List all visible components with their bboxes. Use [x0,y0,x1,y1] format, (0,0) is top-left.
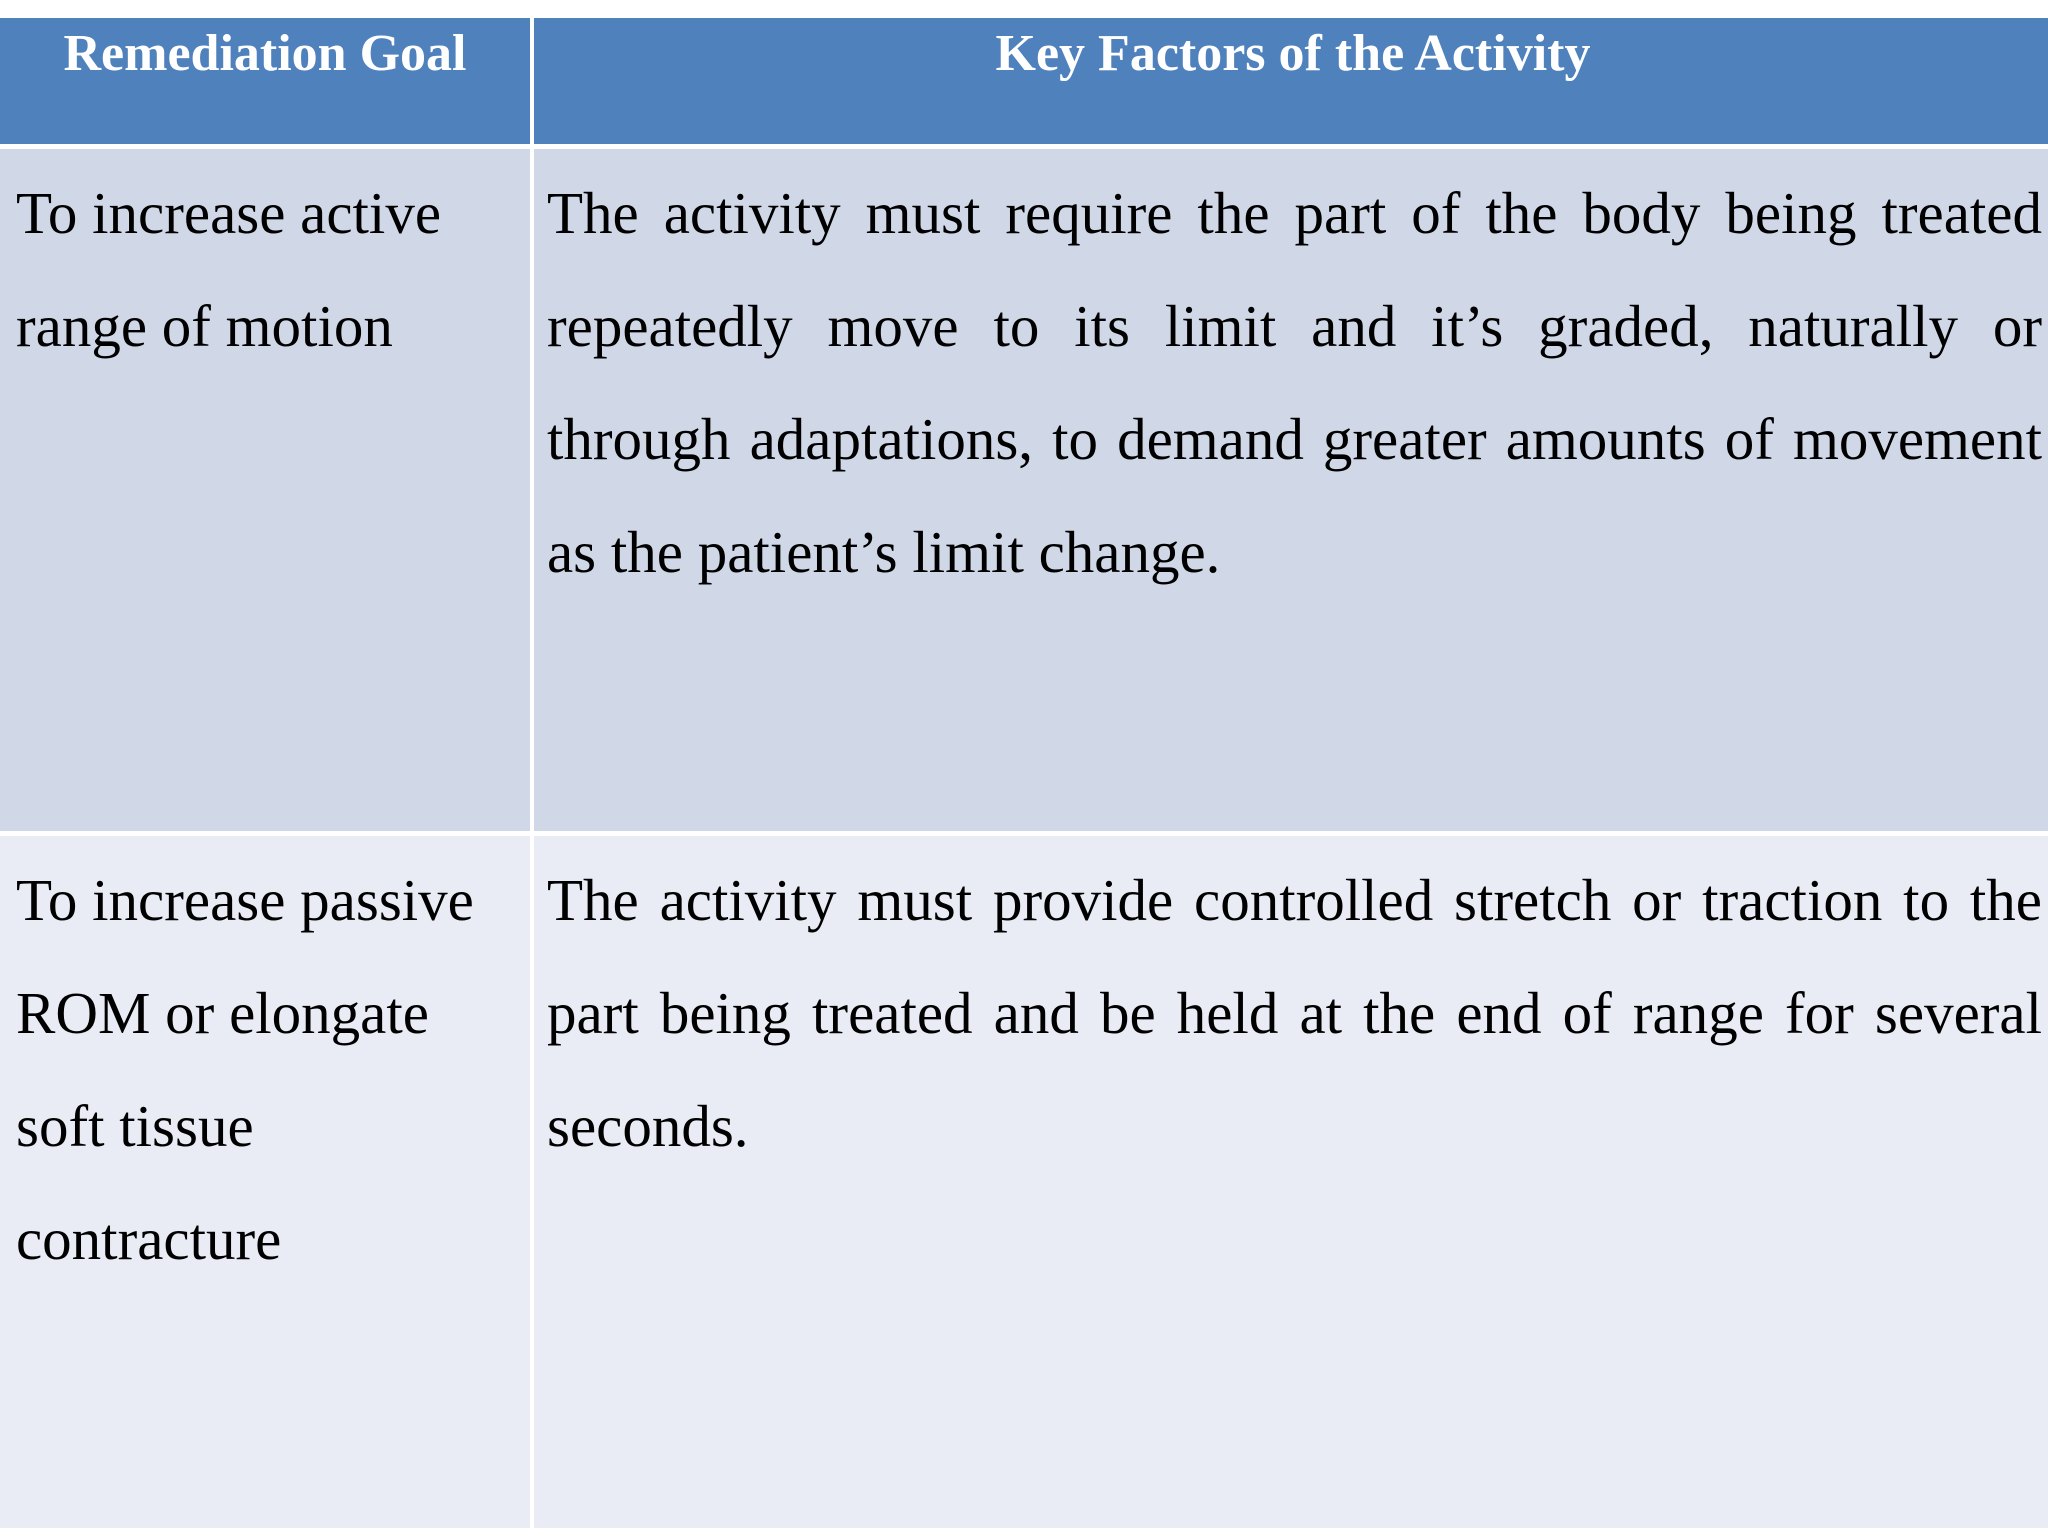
remediation-table [0,18,2048,1518]
row-2-goal: To increase passive ROM or elongate soft tissue contracture [0,836,530,1528]
header-key-factors: Key Factors of the Activity [534,18,2048,144]
header-remediation-goal: Remediation Goal [0,18,530,144]
row-1-goal: To increase active range of motion [0,149,530,831]
row-1-factors: The activity must require the part of the body being treated repeatedly move to its limit and it’s graded, naturally or through adaptations, to demand greater amounts of movement as the patient’s limit change. [534,149,2048,831]
row-2-factors: The activity must provide controlled stretch or traction to the part being treated and be held at the end of range for several seconds. [534,836,2048,1528]
